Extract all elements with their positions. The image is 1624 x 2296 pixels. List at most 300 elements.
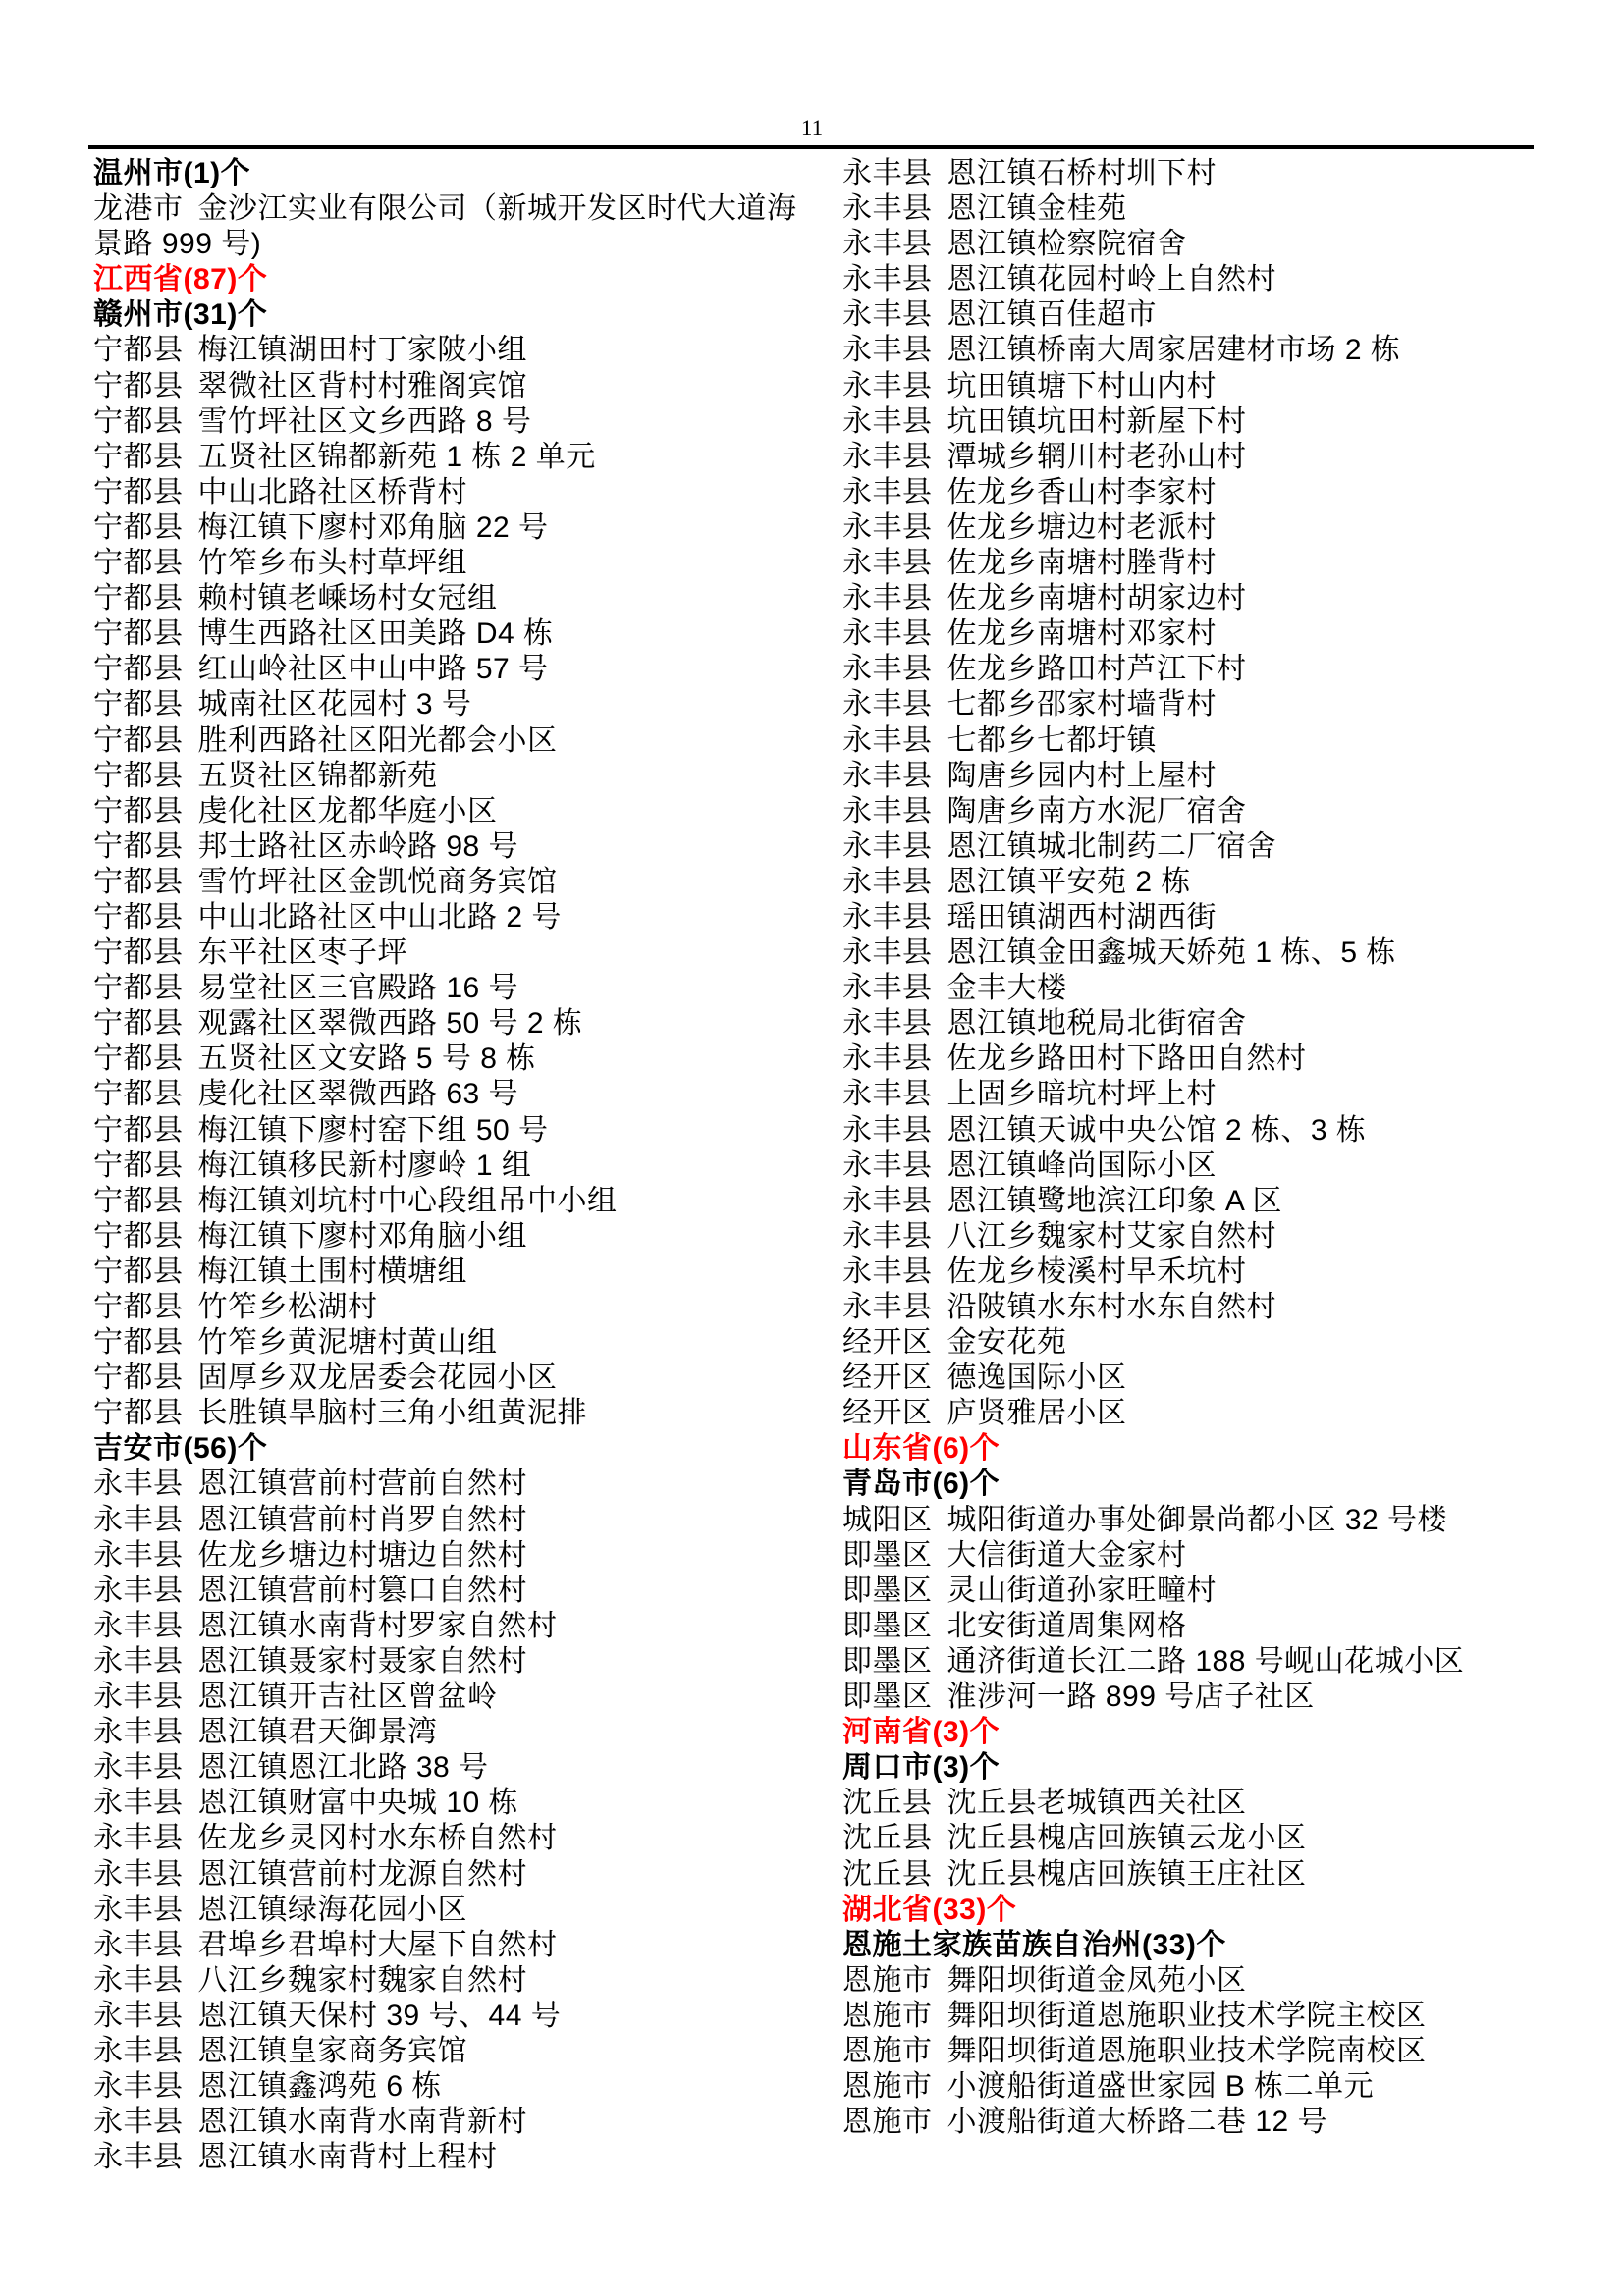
list-entry <box>93 333 842 368</box>
entry-address: 佐龙乡塘边村老派村 <box>947 510 1217 544</box>
entry-county: 永丰县 <box>842 582 933 615</box>
list-entry <box>842 1148 1537 1184</box>
entry-address: 恩江镇峰尚国际小区 <box>947 1148 1217 1182</box>
entry-county: 宁都县 <box>93 404 184 438</box>
list-entry <box>842 440 1537 475</box>
entry-address: 恩江镇绿海花园小区 <box>197 1893 467 1926</box>
entry-address: 恩江镇营前村营前自然村 <box>197 1468 527 1501</box>
list-entry <box>93 652 842 687</box>
entry-address: 邦士路社区赤岭路 98 号 <box>197 829 519 863</box>
list-entry <box>842 1786 1537 1821</box>
list-entry <box>93 2140 842 2175</box>
entry-county: 永丰县 <box>842 192 933 226</box>
entry-county: 永丰县 <box>93 1822 184 1855</box>
list-entry <box>93 1503 842 1538</box>
entry-county: 永丰县 <box>842 936 933 970</box>
list-entry <box>842 1219 1537 1255</box>
list-entry <box>93 794 842 829</box>
entry-county: 宁都县 <box>93 1255 184 1288</box>
entry-address: 五贤社区锦都新苑 1 栋 2 单元 <box>197 440 596 473</box>
list-entry <box>93 440 842 475</box>
entry-address: 恩江镇平安苑 2 栋 <box>947 865 1191 898</box>
entry-address: 金沙江实业有限公司（新城开发区时代大道海 <box>197 192 797 226</box>
list-entry <box>842 333 1537 368</box>
city-header: 青岛市(6)个 <box>842 1468 1001 1501</box>
list-entry <box>842 1574 1537 1609</box>
entry-county: 恩施市 <box>842 1963 933 1997</box>
list-entry <box>842 191 1537 227</box>
entry-address: 五贤社区文安路 5 号 8 栋 <box>197 1042 536 1076</box>
entry-address: 城南社区花园村 3 号 <box>197 688 472 721</box>
entry-county: 经开区 <box>842 1326 933 1360</box>
entry-county: 永丰县 <box>842 298 933 332</box>
province-header: 河南省(3)个 <box>842 1716 1001 1749</box>
entry-address: 恩江镇石桥村圳下村 <box>947 157 1217 189</box>
entry-county: 宁都县 <box>93 723 184 757</box>
entry-address: 恩江镇恩江北路 38 号 <box>197 1751 489 1785</box>
entry-address: 恩江镇水南背村罗家自然村 <box>197 1609 558 1642</box>
list-entry <box>93 1255 842 1290</box>
list-entry <box>93 1538 842 1574</box>
entry-address: 庐贤雅居小区 <box>947 1397 1127 1430</box>
entry-county: 永丰县 <box>842 653 933 686</box>
list-entry <box>93 1680 842 1715</box>
list-entry <box>842 652 1537 687</box>
entry-address: 恩江镇营前村肖罗自然村 <box>197 1503 527 1536</box>
entry-address: 佐龙乡南塘村邓家村 <box>947 617 1217 651</box>
entry-county: 永丰县 <box>93 1503 184 1536</box>
entry-county: 永丰县 <box>93 1893 184 1926</box>
entry-county: 宁都县 <box>93 617 184 651</box>
entry-county: 永丰县 <box>842 510 933 544</box>
list-entry <box>93 687 842 722</box>
entry-county: 永丰县 <box>842 865 933 898</box>
list-entry <box>842 1006 1537 1041</box>
list-entry <box>93 546 842 581</box>
list-entry <box>842 865 1537 900</box>
list-entry <box>93 900 842 935</box>
entry-address: 观露社区翠微西路 50 号 2 栋 <box>197 1007 583 1041</box>
entry-address: 中山北路社区桥背村 <box>197 475 467 508</box>
list-entry <box>93 1963 842 1999</box>
entry-county: 永丰县 <box>842 475 933 508</box>
entry-county: 宁都县 <box>93 1148 184 1182</box>
entry-county: 宁都县 <box>93 829 184 863</box>
entry-address: 舞阳坝街道恩施职业技术学院主校区 <box>947 1999 1427 2032</box>
list-entry <box>842 1041 1537 1077</box>
list-entry <box>842 510 1537 546</box>
entry-county: 永丰县 <box>842 1291 933 1323</box>
entry-address: 恩江镇水南背村上程村 <box>197 2141 498 2174</box>
entry-county: 恩施市 <box>842 2070 933 2104</box>
entry-county: 宁都县 <box>93 1078 184 1111</box>
city-header: 周口市(3)个 <box>842 1751 1001 1785</box>
list-entry <box>842 227 1537 262</box>
entry-address: 恩江镇城北制药二厂宿舍 <box>947 829 1276 863</box>
page-number: 11 <box>800 116 824 140</box>
entry-address: 梅江镇刘坑村中心段组吊中小组 <box>197 1184 618 1217</box>
entry-county: 永丰县 <box>93 1787 184 1820</box>
entry-county: 宁都县 <box>93 1113 184 1147</box>
list-entry <box>93 1750 842 1786</box>
list-entry <box>93 1893 842 1928</box>
entry-address: 沿陂镇水东村水东自然村 <box>947 1291 1276 1323</box>
list-entry <box>93 1574 842 1609</box>
entry-county: 永丰县 <box>842 1184 933 1217</box>
continuation-line: 景路 999 号) <box>93 228 262 261</box>
entry-county: 经开区 <box>842 1362 933 1395</box>
list-entry <box>842 759 1537 794</box>
entry-county: 沈丘县 <box>842 1822 933 1855</box>
list-entry <box>842 1255 1537 1290</box>
entry-address: 佐龙乡南塘村胡家边村 <box>947 582 1247 615</box>
entry-address: 赖村镇老嵊场村女冠组 <box>197 582 498 615</box>
entry-address: 恩江镇金桂苑 <box>947 192 1127 226</box>
province-header: 湖北省(33)个 <box>842 1893 1017 1926</box>
list-entry <box>93 759 842 794</box>
list-entry <box>842 935 1537 971</box>
entry-county: 永丰县 <box>842 759 933 792</box>
entry-address: 陶唐乡南方水泥厂宿舍 <box>947 794 1247 828</box>
entry-county: 永丰县 <box>842 1255 933 1288</box>
entry-county: 宁都县 <box>93 510 184 544</box>
province-header: 山东省(6)个 <box>842 1432 1001 1466</box>
list-entry <box>93 475 842 510</box>
entry-address: 恩江镇聂家村聂家自然村 <box>197 1644 527 1678</box>
list-entry <box>93 1821 842 1856</box>
entry-address: 沈丘县槐店回族镇云龙小区 <box>947 1822 1307 1855</box>
entry-county: 永丰县 <box>93 1751 184 1785</box>
entry-county: 永丰县 <box>842 1113 933 1147</box>
entry-county: 永丰县 <box>93 1963 184 1997</box>
list-entry <box>93 1290 842 1325</box>
list-entry <box>93 865 842 900</box>
entry-address: 恩江镇鹭地滨江印象 A 区 <box>947 1184 1283 1217</box>
entry-county: 永丰县 <box>93 1999 184 2032</box>
entry-county: 永丰县 <box>842 972 933 1005</box>
list-entry <box>842 2034 1537 2069</box>
entry-address: 梅江镇下廖村邓角脑 22 号 <box>197 510 549 544</box>
entry-address: 七都乡七都圩镇 <box>947 723 1157 757</box>
list-entry <box>842 262 1537 297</box>
entry-address: 陶唐乡园内村上屋村 <box>947 759 1217 792</box>
entry-address: 虔化社区龙都华庭小区 <box>197 794 498 828</box>
entry-address: 佐龙乡香山村李家村 <box>947 475 1217 508</box>
list-entry <box>93 1928 842 1963</box>
list-entry <box>842 723 1537 759</box>
entry-address: 沈丘县槐店回族镇王庄社区 <box>947 1857 1307 1891</box>
list-entry <box>842 971 1537 1006</box>
entry-address: 虔化社区翠微西路 63 号 <box>197 1078 519 1111</box>
list-entry <box>842 1503 1537 1538</box>
entry-address: 雪竹坪社区金凯悦商务宾馆 <box>197 865 558 898</box>
entry-address: 竹笮乡黄泥塘村黄山组 <box>197 1326 498 1360</box>
entry-address: 东平社区枣子坪 <box>197 936 407 970</box>
list-entry <box>842 2105 1537 2140</box>
entry-county: 宁都县 <box>93 936 184 970</box>
entry-address: 恩江镇营前村篡口自然村 <box>197 1574 527 1607</box>
entry-county: 宁都县 <box>93 475 184 508</box>
entry-address: 竹笮乡布头村草坪组 <box>197 547 467 580</box>
entry-county: 永丰县 <box>842 1148 933 1182</box>
header-rule <box>88 145 1534 149</box>
list-entry <box>93 1467 842 1502</box>
entry-county: 永丰县 <box>842 900 933 934</box>
entry-address: 梅江镇移民新村廖岭 1 组 <box>197 1148 532 1182</box>
list-entry <box>842 297 1537 333</box>
entry-address: 佐龙乡路田村芦江下村 <box>947 653 1247 686</box>
entry-county: 永丰县 <box>842 157 933 189</box>
entry-county: 即墨区 <box>842 1538 933 1572</box>
entry-county: 永丰县 <box>93 1928 184 1961</box>
entry-address: 雪竹坪社区文乡西路 8 号 <box>197 404 532 438</box>
entry-address: 恩江镇开吉社区曾盆岭 <box>197 1681 498 1714</box>
entry-address: 灵山街道孙家旺疃村 <box>947 1574 1217 1607</box>
list-entry <box>842 1609 1537 1644</box>
entry-address: 恩江镇皇家商务宾馆 <box>197 2034 467 2067</box>
entry-address: 恩江镇鑫鸿苑 6 栋 <box>197 2070 442 2104</box>
entry-county: 永丰县 <box>842 1042 933 1076</box>
entry-county: 经开区 <box>842 1397 933 1430</box>
list-entry <box>842 1857 1537 1893</box>
entry-address: 小渡船街道盛世家园 B 栋二单元 <box>947 2070 1375 2104</box>
list-entry <box>842 829 1537 865</box>
list-entry <box>842 616 1537 652</box>
entry-county: 永丰县 <box>842 263 933 296</box>
list-entry <box>842 1999 1537 2034</box>
entry-address: 恩江镇营前村龙源自然村 <box>197 1857 527 1891</box>
entry-county: 宁都县 <box>93 440 184 473</box>
list-entry <box>842 475 1537 510</box>
list-entry <box>93 1644 842 1680</box>
list-entry <box>842 1821 1537 1856</box>
list-entry <box>842 1113 1537 1148</box>
list-entry <box>93 935 842 971</box>
entry-address: 舞阳坝街道金凤苑小区 <box>947 1963 1247 1997</box>
list-entry <box>842 369 1537 404</box>
entry-address: 金丰大楼 <box>947 972 1067 1005</box>
entry-address: 上固乡暗坑村坪上村 <box>947 1078 1217 1111</box>
entry-county: 永丰县 <box>842 334 933 367</box>
list-entry <box>842 1680 1537 1715</box>
entry-county: 永丰县 <box>842 688 933 721</box>
list-entry <box>93 1184 842 1219</box>
list-entry <box>93 404 842 440</box>
list-entry <box>842 581 1537 616</box>
entry-address: 恩江镇水南背水南背新村 <box>197 2106 527 2139</box>
entry-county: 永丰县 <box>93 1681 184 1714</box>
entry-county: 永丰县 <box>93 2106 184 2139</box>
left-column <box>93 156 842 2175</box>
list-entry <box>93 1219 842 1255</box>
entry-address: 小渡船街道大桥路二巷 12 号 <box>947 2106 1328 2139</box>
list-entry <box>93 1361 842 1396</box>
list-entry <box>842 1396 1537 1431</box>
entry-address: 淮涉河一路 899 号店子社区 <box>947 1681 1315 1714</box>
entry-address: 梅江镇土围村横塘组 <box>197 1255 467 1288</box>
list-entry <box>93 1715 842 1750</box>
list-entry <box>93 2105 842 2140</box>
entry-county: 永丰县 <box>842 794 933 828</box>
province-header: 江西省(87)个 <box>93 263 268 296</box>
entry-county: 即墨区 <box>842 1574 933 1607</box>
list-entry <box>93 829 842 865</box>
entry-address: 城阳街道办事处御景尚都小区 32 号楼 <box>947 1503 1448 1536</box>
list-entry <box>93 1786 842 1821</box>
entry-county: 永丰县 <box>93 1609 184 1642</box>
entry-county: 恩施市 <box>842 2034 933 2067</box>
list-entry <box>93 616 842 652</box>
list-entry <box>93 1396 842 1431</box>
entry-address: 五贤社区锦都新苑 <box>197 759 438 792</box>
entry-address: 梅江镇下廖村窑下组 50 号 <box>197 1113 549 1147</box>
list-entry <box>93 1857 842 1893</box>
list-entry <box>93 723 842 759</box>
city-header: 吉安市(56)个 <box>93 1432 268 1466</box>
list-entry <box>93 581 842 616</box>
entry-county: 永丰县 <box>93 2070 184 2104</box>
list-entry <box>842 794 1537 829</box>
entry-address: 竹笮乡松湖村 <box>197 1291 378 1323</box>
list-entry <box>842 404 1537 440</box>
list-entry <box>93 2034 842 2069</box>
list-entry <box>842 2069 1537 2105</box>
entry-county: 恩施市 <box>842 2106 933 2139</box>
entry-county: 永丰县 <box>842 1219 933 1253</box>
entry-address: 梅江镇湖田村丁家陂小组 <box>197 334 527 367</box>
list-entry <box>842 1361 1537 1396</box>
entry-address: 恩江镇君天御景湾 <box>197 1716 438 1749</box>
entry-address: 德逸国际小区 <box>947 1362 1127 1395</box>
entry-address: 佐龙乡灵冈村水东桥自然村 <box>197 1822 558 1855</box>
entry-county: 宁都县 <box>93 688 184 721</box>
entry-county: 宁都县 <box>93 794 184 828</box>
list-entry <box>93 1113 842 1148</box>
entry-county: 永丰县 <box>842 440 933 473</box>
entry-county: 永丰县 <box>93 2034 184 2067</box>
list-entry <box>842 687 1537 722</box>
list-entry <box>842 1963 1537 1999</box>
entry-county: 宁都县 <box>93 582 184 615</box>
entry-address: 八江乡魏家村魏家自然村 <box>197 1963 527 1997</box>
entry-county: 宁都县 <box>93 900 184 934</box>
entry-county: 城阳区 <box>842 1503 933 1536</box>
entry-address: 翠微社区背村村雅阁宾馆 <box>197 369 527 402</box>
list-entry <box>842 546 1537 581</box>
list-entry <box>842 1538 1537 1574</box>
list-entry <box>842 1644 1537 1680</box>
city-header: 恩施土家族苗族自治州(33)个 <box>842 1928 1226 1961</box>
entry-address: 恩江镇财富中央城 10 栋 <box>197 1787 519 1820</box>
entry-county: 永丰县 <box>93 1574 184 1607</box>
list-entry <box>93 510 842 546</box>
entry-address: 通济街道长江二路 188 号岘山花城小区 <box>947 1644 1465 1678</box>
entry-county: 宁都县 <box>93 369 184 402</box>
entry-address: 恩江镇检察院宿舍 <box>947 228 1187 261</box>
entry-county: 永丰县 <box>842 1007 933 1041</box>
list-entry <box>93 1006 842 1041</box>
list-entry <box>842 900 1537 935</box>
entry-county: 宁都县 <box>93 1184 184 1217</box>
entry-county: 宁都县 <box>93 1219 184 1253</box>
entry-address: 八江乡魏家村艾家自然村 <box>947 1219 1276 1253</box>
entry-county: 宁都县 <box>93 1007 184 1041</box>
entry-county: 永丰县 <box>93 1538 184 1572</box>
list-entry <box>842 1325 1537 1361</box>
entry-county: 宁都县 <box>93 865 184 898</box>
entry-address: 恩江镇金田鑫城天娇苑 1 栋、5 栋 <box>947 936 1396 970</box>
entry-county: 宁都县 <box>93 1042 184 1076</box>
entry-address: 坑田镇坑田村新屋下村 <box>947 404 1247 438</box>
list-entry <box>842 1184 1537 1219</box>
entry-county: 龙港市 <box>93 192 184 226</box>
list-entry <box>93 971 842 1006</box>
entry-county: 永丰县 <box>842 228 933 261</box>
entry-address: 北安街道周集网格 <box>947 1609 1187 1642</box>
entry-county: 沈丘县 <box>842 1787 933 1820</box>
entry-address: 佐龙乡路田村下路田自然村 <box>947 1042 1307 1076</box>
entry-address: 七都乡邵家村墙背村 <box>947 688 1217 721</box>
entry-address: 恩江镇天诚中央公馆 2 栋、3 栋 <box>947 1113 1367 1147</box>
entry-county: 永丰县 <box>842 829 933 863</box>
right-column <box>842 156 1537 2140</box>
list-entry <box>93 1325 842 1361</box>
entry-county: 即墨区 <box>842 1644 933 1678</box>
list-entry <box>93 1609 842 1644</box>
list-entry <box>842 1077 1537 1112</box>
entry-address: 红山岭社区中山中路 57 号 <box>197 653 549 686</box>
entry-address: 固厚乡双龙居委会花园小区 <box>197 1362 558 1395</box>
entry-county: 宁都县 <box>93 653 184 686</box>
entry-address: 恩江镇花园村岭上自然村 <box>947 263 1276 296</box>
entry-address: 博生西路社区田美路 D4 栋 <box>197 617 554 651</box>
list-entry <box>93 1041 842 1077</box>
city-header: 赣州市(31)个 <box>93 298 268 332</box>
entry-address: 大信街道大金家村 <box>947 1538 1187 1572</box>
entry-address: 恩江镇天保村 39 号、44 号 <box>197 1999 562 2032</box>
content-columns <box>93 156 1537 2175</box>
entry-county: 永丰县 <box>842 369 933 402</box>
list-entry <box>93 1077 842 1112</box>
list-entry <box>93 1148 842 1184</box>
entry-county: 宁都县 <box>93 334 184 367</box>
entry-county: 宁都县 <box>93 1362 184 1395</box>
city-header: 温州市(1)个 <box>93 157 251 189</box>
entry-address: 恩江镇桥南大周家居建材市场 2 栋 <box>947 334 1401 367</box>
list-entry <box>93 2069 842 2105</box>
entry-county: 永丰县 <box>93 2141 184 2174</box>
entry-county: 宁都县 <box>93 1397 184 1430</box>
entry-county: 宁都县 <box>93 972 184 1005</box>
list-entry <box>93 191 842 227</box>
entry-county: 恩施市 <box>842 1999 933 2032</box>
entry-address: 坑田镇塘下村山内村 <box>947 369 1217 402</box>
entry-address: 中山北路社区中山北路 2 号 <box>197 900 562 934</box>
entry-address: 佐龙乡棱溪村早禾坑村 <box>947 1255 1247 1288</box>
entry-county: 永丰县 <box>93 1644 184 1678</box>
entry-county: 永丰县 <box>842 723 933 757</box>
entry-address: 君埠乡君埠村大屋下自然村 <box>197 1928 558 1961</box>
list-entry <box>842 156 1537 191</box>
entry-county: 永丰县 <box>93 1716 184 1749</box>
entry-address: 恩江镇地税局北街宿舍 <box>947 1007 1247 1041</box>
entry-address: 潭城乡辋川村老孙山村 <box>947 440 1247 473</box>
entry-address: 易堂社区三官殿路 16 号 <box>197 972 519 1005</box>
entry-county: 永丰县 <box>93 1468 184 1501</box>
entry-address: 长胜镇旱脑村三角小组黄泥排 <box>197 1397 587 1430</box>
entry-county: 宁都县 <box>93 1291 184 1323</box>
entry-address: 佐龙乡塘边村塘边自然村 <box>197 1538 527 1572</box>
